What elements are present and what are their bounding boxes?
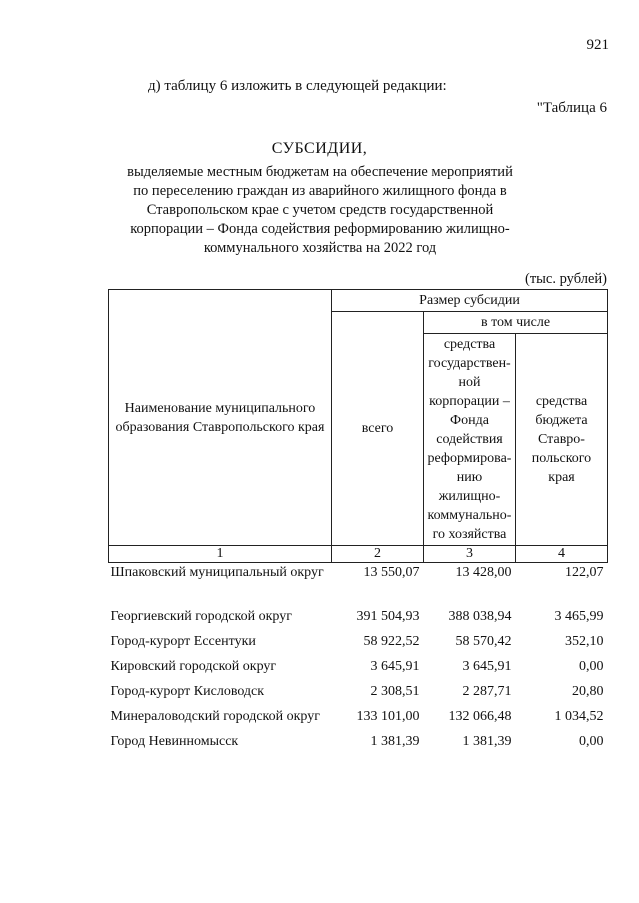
table-row: [109, 657, 608, 682]
municipality-name: Город-курорт Ессентуки: [110, 634, 256, 649]
intro-text: д) таблицу 6 изложить в следующей редакции:: [148, 78, 447, 94]
regional-value: 0,00: [579, 659, 604, 674]
table-row: [109, 682, 608, 707]
page-number: 921: [586, 37, 609, 53]
header-names: Наименование муниципального образования Ставропольского края: [109, 290, 332, 546]
municipality-name: Шпаковский муниципальный округ: [110, 565, 324, 580]
header-fund: средства государствен-ной корпорации – Фонда содействия реформирова-нию жилищно-коммунально-го хозяйства: [424, 334, 516, 546]
municipality-name: Георгиевский городской округ: [110, 609, 292, 624]
units-label: (тыс. рублей): [525, 271, 607, 287]
table-row: [109, 732, 608, 757]
municipality-name: Минераловодский городской округ: [110, 709, 320, 724]
column-number: 2: [332, 546, 424, 563]
total-value: 133 101,00: [356, 709, 420, 724]
subsidy-table: [108, 289, 608, 757]
fund-value: 13 428,00: [455, 565, 512, 580]
table-header: [109, 290, 608, 563]
total-value: 2 308,51: [370, 684, 420, 699]
regional-value: 122,07: [565, 565, 604, 580]
column-number: 3: [424, 546, 516, 563]
regional-value: 352,10: [565, 634, 604, 649]
regional-value: 3 465,99: [554, 609, 604, 624]
header-subsidy-size: Размер субсидии: [332, 290, 608, 312]
fund-value: 388 038,94: [448, 609, 512, 624]
table-reference: "Таблица 6: [536, 100, 607, 116]
total-value: 391 504,93: [356, 609, 420, 624]
fund-value: 3 645,91: [462, 659, 512, 674]
municipality-name: Город Невинномысск: [110, 734, 239, 749]
total-value: 13 550,07: [363, 565, 420, 580]
fund-value: 132 066,48: [448, 709, 512, 724]
regional-value: 20,80: [572, 684, 604, 699]
fund-value: 2 287,71: [462, 684, 512, 699]
document-subtitle: выделяемые местным бюджетам на обеспечение мероприятий по переселению граждан из аварийного жилищного фонда в Ставропольском крае с учетом средств государственной корпорации – Фонда содействия реформированию жилищно-коммунального хозяйства на 2022 год: [127, 164, 513, 256]
municipality-name: Кировский городской округ: [110, 659, 277, 674]
fund-value: 58 570,42: [455, 634, 512, 649]
table-row: [109, 563, 608, 608]
total-value: 1 381,39: [370, 734, 420, 749]
table-body: [109, 563, 608, 758]
municipality-name: Город-курорт Кисловодск: [110, 684, 265, 699]
fund-value: 1 381,39: [462, 734, 512, 749]
header-including: в том числе: [424, 312, 608, 334]
column-number-row: [109, 546, 608, 563]
document-title: СУБСИДИИ,: [271, 140, 368, 157]
column-number: 1: [109, 546, 332, 563]
table-row: [109, 632, 608, 657]
total-value: 58 922,52: [363, 634, 420, 649]
header-total: всего: [332, 312, 424, 546]
column-number: 4: [516, 546, 608, 563]
regional-value: 0,00: [579, 734, 604, 749]
table-row: [109, 707, 608, 732]
table-row: [109, 607, 608, 632]
total-value: 3 645,91: [370, 659, 420, 674]
regional-value: 1 034,52: [554, 709, 604, 724]
header-regional: средства бюджета Ставро-польского края: [516, 334, 608, 546]
